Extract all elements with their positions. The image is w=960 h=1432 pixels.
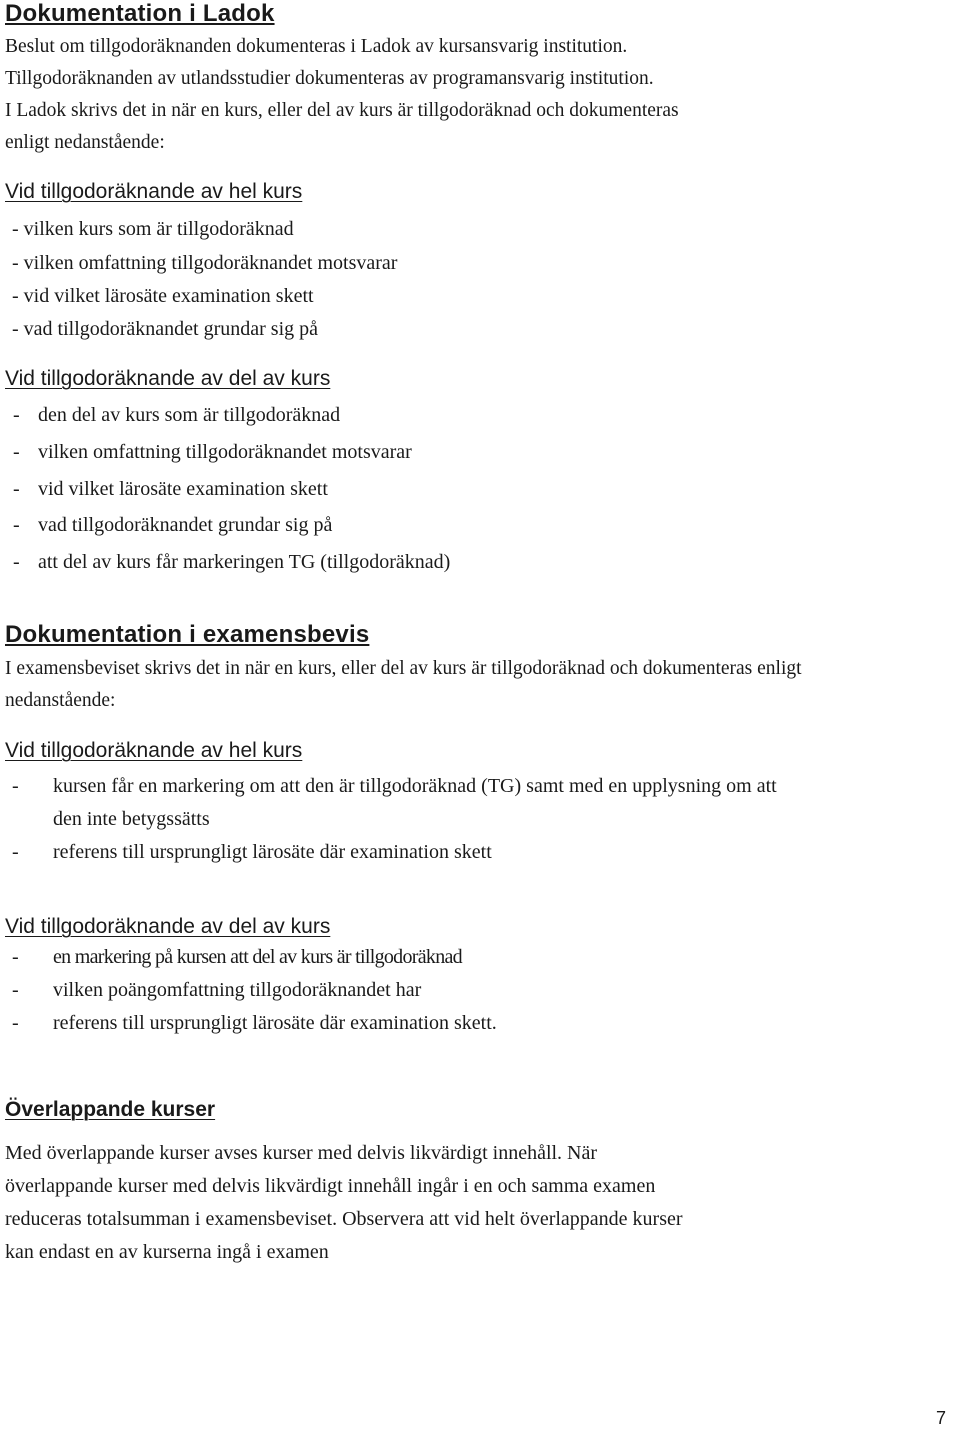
subheading-whole-course: Vid tillgodoräknande av hel kurs [5,180,303,203]
subheading-part-course: Vid tillgodoräknande av del av kurs [5,367,331,390]
list-item: - att del av kurs får markeringen TG (tillgodoräknad) [13,551,451,573]
list-dash: - [13,514,20,536]
paragraph-line: kan endast en av kurserna ingå i examen [5,1241,329,1263]
list-item: - vid vilket lärosäte examination skett [12,285,314,307]
list-item: - vad tillgodoräknandet grundar sig på [13,514,333,536]
list-item: - en markering på kursen att del av kurs är tillgodoräknad [12,946,462,968]
intro-line: nedanstående: [5,690,116,711]
list-item: - referens till ursprungligt lärosäte där examination skett [12,841,492,863]
subheading-whole-course: Vid tillgodoräknande av hel kurs [5,739,303,762]
list-dash: - [12,841,19,863]
list-item: - vad tillgodoräknandet grundar sig på [12,318,319,340]
list-item: - referens till ursprungligt lärosäte där examination skett. [12,1012,497,1034]
section-title-overlapping: Överlappande kurser [5,1098,216,1121]
list-dash: - [12,1012,19,1034]
intro-line: Tillgodoräknanden av utlandsstudier dokumenteras av programansvarig institution. [5,68,654,89]
paragraph-line: reduceras totalsumman i examensbeviset. Observera att vid helt överlappande kurser [5,1208,683,1230]
list-dash: - [12,979,19,1001]
intro-line: enligt nedanstående: [5,132,165,153]
section-title-examensbevis: Dokumentation i examensbevis [5,621,370,648]
list-dash: - [12,775,19,797]
list-dash: - [13,478,20,500]
paragraph-line: överlappande kurser med delvis likvärdigt innehåll ingår i en och samma examen [5,1175,656,1197]
list-item: - kursen får en markering om att den är tillgodoräknad (TG) samt med en upplysning om att [12,775,777,797]
list-item-continued: den inte betygssätts [53,808,210,830]
list-dash: - [13,551,20,573]
section-title-ladok: Dokumentation i Ladok [5,0,275,27]
list-item: - vilken omfattning tillgodoräknandet motsvarar [13,441,412,463]
page-number: 7 [936,1408,947,1428]
list-item: - vid vilket lärosäte examination skett [13,478,328,500]
list-item: - vilken poängomfattning tillgodoräknandet har [12,979,422,1001]
list-dash: - [13,404,20,426]
list-dash: - [12,946,19,968]
list-dash: - [13,441,20,463]
subheading-part-course: Vid tillgodoräknande av del av kurs [5,915,331,938]
intro-line: Beslut om tillgodoräknanden dokumenteras i Ladok av kursansvarig institution. [5,36,628,57]
paragraph-line: Med överlappande kurser avses kurser med delvis likvärdigt innehåll. När [5,1142,598,1164]
list-item: - vilken kurs som är tillgodoräknad [12,218,294,240]
intro-line: I Ladok skrivs det in när en kurs, eller del av kurs är tillgodoräknad och dokumenteras [5,100,679,121]
intro-line: I examensbeviset skrivs det in när en kurs, eller del av kurs är tillgodoräknad och dokumenteras enligt [5,658,802,679]
list-item: - vilken omfattning tillgodoräknandet motsvarar [12,252,398,274]
list-item: - den del av kurs som är tillgodoräknad [13,404,341,426]
